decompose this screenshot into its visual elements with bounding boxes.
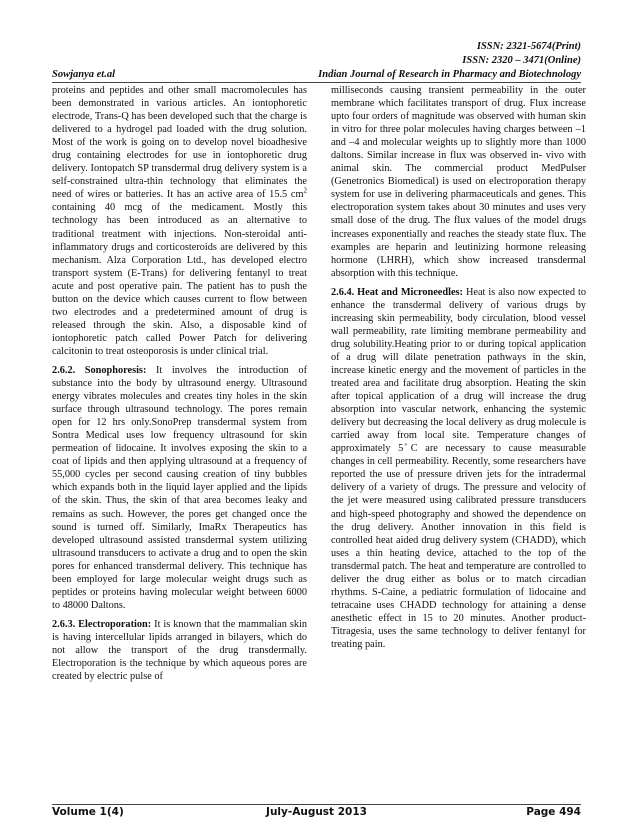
section-heat-microneedles: 2.6.4. Heat and Microneedles: Heat is also now expected to enhance the transdermal delivery of various drugs by increasing skin permeability, body circulation, blood vessel wall permeability, rate limiting membrane permeability and drug solubility.Heating prior to or during topical application of a drug will dilate penetration pathways in the skin, increase kinetic energy and the movement of particles in the treated area and facilitate drug absorption. Heating the skin after topical application of a drug will increase the drug absorption into vascular network, enhancing the systemic delivery but decreasing the local delivery as drug molecule is carried away from local site. Temperature changes of approximately 5 ̊C are necessary to cause measurable changes in cell permeability. Recently, some researchers have reported the use of pressure driven jets for the intradermal delivery of a variety of drugs. The pressure and velocity of the jet were measured using calibrated pressure transducers and high-speed photography and showed the dependence on the drug delivery. Another innovation in this field is controlled heat aided drug delivery system (CHADD), which uses a thin heating device, attached to the top of the transdermal patch. The heat and temperature are controlled to deliver the drug either as bolus or to match circadian rhythms. S-Caine, a pediatric formulation of lidocaine and tetracaine uses CHADD technology for attaining a dense anesthetic effect in 15 to 20 minutes. Another product-Titragesia, uses the same technology to deliver fentanyl for treating pain. [331, 286, 587, 650]
issn-online: ISSN: 2320 – 3471(Online) [462, 55, 581, 66]
section-heading: 2.6.4. Heat and Microneedles: [331, 286, 463, 298]
right-column [331, 84, 586, 657]
section-heading: 2.6.2. Sonophoresis: [52, 364, 147, 376]
left-column [52, 84, 307, 689]
header-rule [52, 82, 581, 83]
paragraph-electroporation-cont: milliseconds causing transient permeability in the outer membrane which facilitates transport of drug. Flux increase upto four orders of magnitude was observed with human skin in vitro for three polar molecules having charges between –1 and –4 and molecular weights up to slightly more than 1000 daltons. Similar increase in flux was observed in- vivo with animal skin. The commercial product MedPulser (Genetronics Biomedical) is used on electroporation therapy system for use in delivering pharmaceuticals and genes. This electroporation system takes about 30 minutes and uses very small dose of the drug. The flux values of the model drugs increases exponentially and reaches the steady state flux. The examples are heparin and leutinizing hormone releasing hormone (LHRH), which show increased transdermal absorption with this technique. [331, 85, 586, 279]
paragraph-iontophoresis: proteins and peptides and other small macromolecules has been demonstrated in various articles. An iontophoretic electrode, Trans-Q has been developed such that the charge is delivered to a hydrogel pad loaded with the drug solution. Most of the work is going on to develop novel bioadhesive drug containing electrodes for use in iontophoretic drug delivery. Iontopatch SP transdermal drug delivery system is a self-constrained ultra-thin technology that eliminates the need of wires or batteries. It has an active area of 15.5 $cm^2$ containing 40 mcg of the medicament. Mostly this technology has been introduced as an alternative to traditional treatment with injections. Non-steroidal anti-inflammatory drugs and corticosteroids are delivered by this mechanism. Alza Corporation Ltd., has developed electro transport system (E-Trans) for delivering fentanyl to treat acute and post operative pain. The patient has to push the button on the device which causes current to flow between two electrodes and a predetermined amount of drug is released through the skin. Also, a disposable kind of iontophoretic patch called Power Patch for delivering calcitonin to treat osteoporosis is under clinical trial. [52, 85, 307, 357]
page-number: Page 494 [526, 806, 581, 818]
journal-title: Indian Journal of Research in Pharmacy and Biotechnology [318, 69, 581, 80]
section-sonophoresis: 2.6.2. Sonophoresis: It involves the introduction of substance into the body by ultrasound energy. Ultrasound energy vibrates molecules and creates tiny holes in the skin surface through ultrasound technology. The pores remain open for 12 hrs only.SonoPrep transdermal system from Sontra Medical uses low frequency ultrasound for skin permeation of lidocaine. It involves exposing the skin to a coat of lipids and then applying ultrasound at a frequency of 55,000 cycles per second causing creation of tiny bubbles which expands both in the liquid layer applied and the lipids of the skin. Thus, the skin of that area becomes leaky and remains as such. However, the pores get changed once the sound is turned off. Similarly, ImaRx Therapeutics has developed ultrasound assisted transdermal system utilizing ultrasound transducers to activate a drug and to open the skin pores for enhanced transdermal delivery. This technique has been employed for large molecular weight drugs such as peptides or proteins having molecular weight between 6000 to 48000 Daltons. [52, 364, 307, 611]
section-electroporation: 2.6.3. Electroporation: It is known that the mammalian skin is having intercellular lipids arranged in bilayers, which do not allow the transport of the drug transdermally. Electroporation is the technique by which aqueous pores are created by electric pulse of [52, 618, 307, 683]
footer-rule [52, 804, 581, 805]
author-name: Sowjanya et.al [52, 69, 116, 80]
issn-print: ISSN: 2321-5674(Print) [476, 41, 581, 52]
volume-label: Volume 1(4) [52, 806, 124, 818]
issue-date: July-August 2013 [266, 806, 367, 818]
section-heading: 2.6.3. Electroporation: [52, 618, 152, 630]
